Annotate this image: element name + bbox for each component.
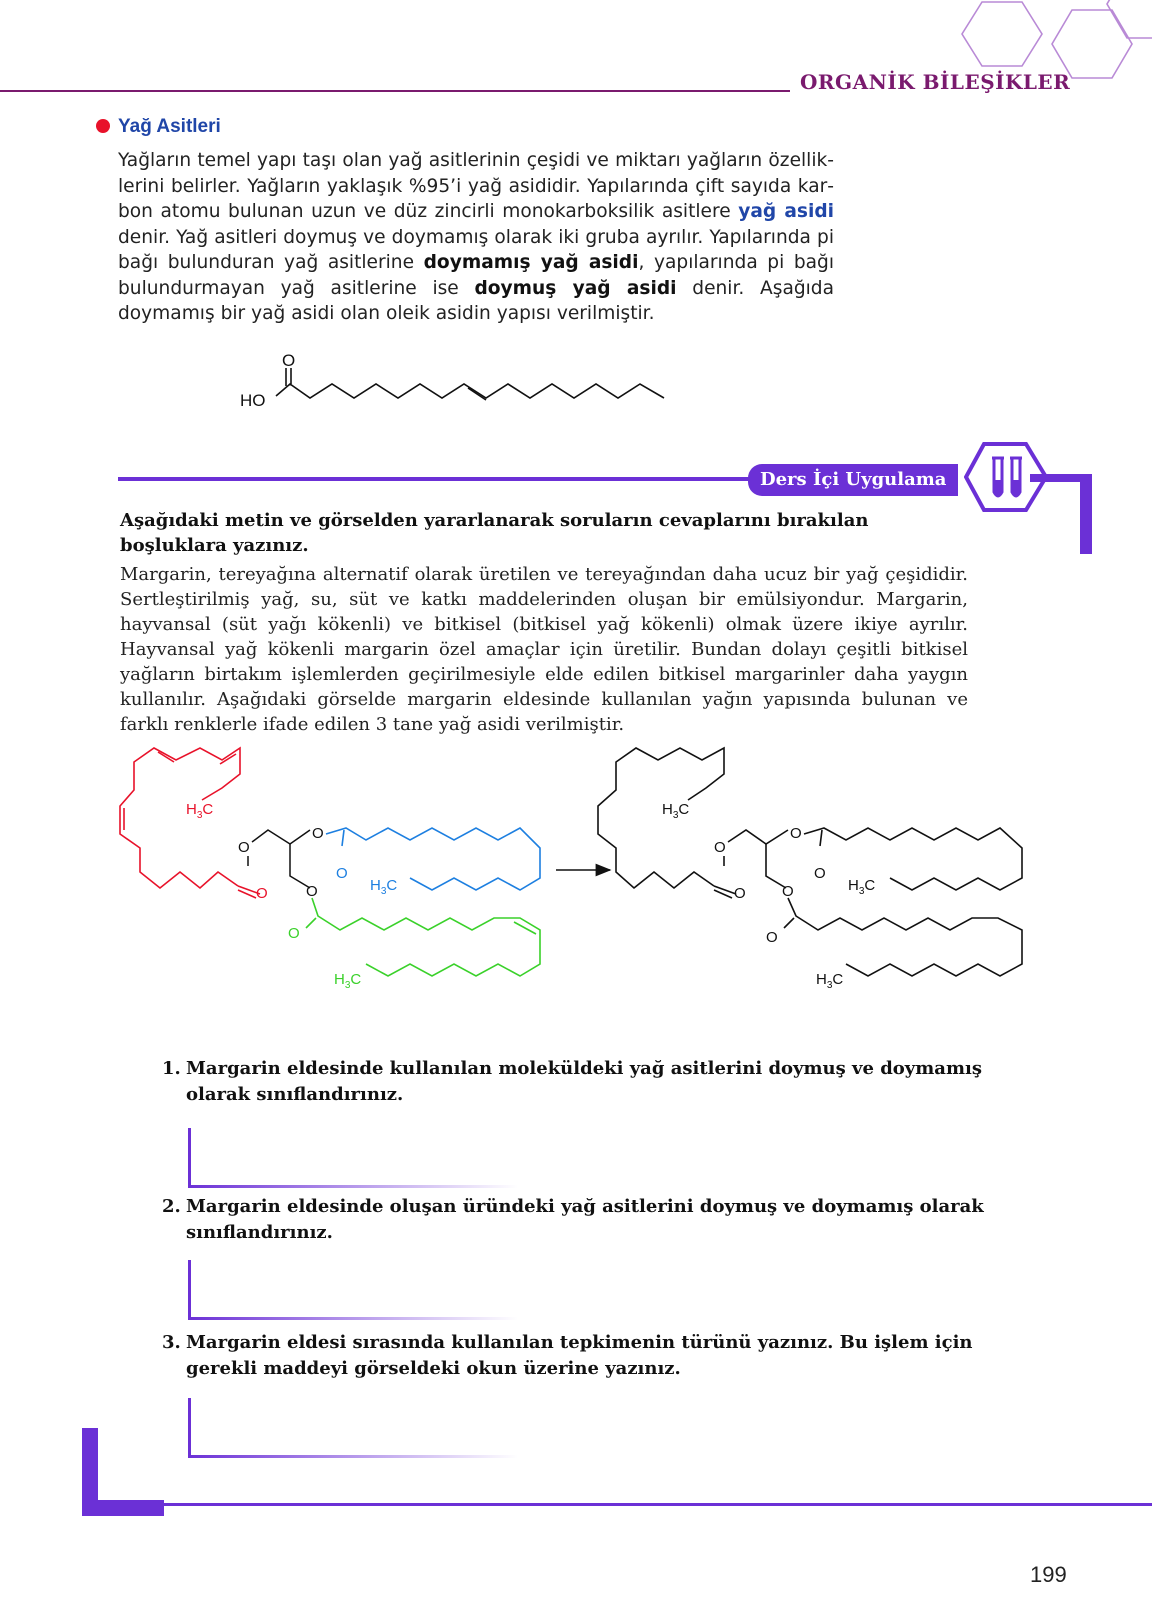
methyl-label: $H_3C$ xyxy=(662,801,690,821)
intro-text-3: , yapılarında pi bağı bulundurmayan yağ asitlerine ise xyxy=(118,252,835,299)
methyl-label: $H_3C$ xyxy=(848,877,876,897)
glycerol-backbone-left xyxy=(248,830,310,888)
methyl-label: $H_3C$ xyxy=(816,971,844,991)
methyl-label: $H_3C$ xyxy=(334,971,362,991)
oxygen-label: O xyxy=(766,929,778,946)
answer-space-3[interactable] xyxy=(188,1398,518,1458)
header-rule xyxy=(0,90,790,92)
red-fatty-acid-chain xyxy=(120,748,260,898)
oleic-hydroxyl-label: HO xyxy=(240,391,266,410)
oleic-oxygen-label: O xyxy=(282,351,296,370)
activity-tab: Ders İçi Uygulama xyxy=(748,464,958,496)
activity-rule xyxy=(118,477,758,481)
term-saturated: doymuş yağ asidi xyxy=(474,277,677,299)
oxygen-label: O xyxy=(256,885,268,902)
green-fatty-acid-chain xyxy=(306,898,540,976)
corner-bracket-right xyxy=(1080,474,1092,554)
oleic-acid-structure xyxy=(240,348,700,428)
oxygen-label: O xyxy=(734,885,746,902)
intro-text-2: denir. Yağ asitleri doymuş ve doymamış olarak iki gruba ayrılır. Yapılarında pi bağı bulunduran yağ asitlerine xyxy=(118,226,834,273)
intro-text-4: denir. Aşağıda doymamış bir yağ asidi olan oleik asidin yapısı verilmiştir. xyxy=(118,277,835,324)
blue-fatty-acid-chain xyxy=(326,828,540,890)
oxygen-label: O xyxy=(288,925,300,942)
answer-space-1[interactable] xyxy=(188,1128,518,1188)
section-heading-text: Yağ Asitleri xyxy=(118,116,221,137)
methyl-label: $H_3C$ xyxy=(370,877,398,897)
intro-paragraph xyxy=(118,148,834,327)
methyl-label: $H_3C$ xyxy=(186,801,214,821)
activity-instruction: Aşağıdaki metin ve görselden yararlanarak soruların cevaplarını bırakılan boşluklara yazınız. xyxy=(120,510,869,556)
intro-text-1: Yağların temel yapı taşı olan yağ asitlerinin çeşidi ve miktarı yağların özelliklerini belirler. Yağların yaklaşık %95’i yağ asididir. Yapılarında çift sayıda karbon atomu bulunan uzun ve düz zincirli monokarboksilik asitlere xyxy=(118,150,834,222)
bullet-icon xyxy=(96,119,110,133)
oxygen-label: O xyxy=(238,839,250,856)
page-number: 199 xyxy=(1030,1562,1067,1587)
margarine-reaction-diagram xyxy=(110,738,1050,1008)
answer-space-2[interactable] xyxy=(188,1260,518,1320)
oxygen-label: O xyxy=(306,883,318,900)
question-3: 3. Margarin eldesi sırasında kullanılan tepkimenin türünü yazınız. Bu işlem için gerekli maddeyi görseldeki okun üzerine yazınız. xyxy=(162,1332,973,1379)
term-unsaturated: doymamış yağ asidi xyxy=(423,252,639,273)
oxygen-label: O xyxy=(714,839,726,856)
activity-paragraph: Margarin, tereyağına alternatif olarak üretilen ve tereyağından daha ucuz bir yağ çeşididir. Sertleştirilmiş yağ, su, süt ve katkı maddelerinden oluşan bir emülsiyondur. Margarin, hayvansal (süt yağı kökenli) ve bitkisel (bitkisel yağ kökenli) olmak üzere ikiye ayrılır. Hayvansal yağ kökenli margarin özel amaçlar için üretilir. Bundan dolayı çeşitli bitkisel yağların birtakım işlemlerden geçirilmesiyle elde edilen bitkisel margarinler daha yaygın kullanılır. Aşağıdaki görselde margarin eldesinde kullanılan yağın yapısında bulunan ve farklı renklerle ifade edilen 3 tane yağ asidi verilmiştir. xyxy=(120,564,968,735)
question-1: 1. Margarin eldesinde kullanılan moleküldeki yağ asitlerini doymuş ve doymamış olarak sınıflandırınız. xyxy=(162,1058,982,1105)
product-molecule xyxy=(598,748,1022,976)
question-2: 2. Margarin eldesinde oluşan üründeki yağ asitlerini doymuş ve doymamış olarak sınıflandırınız. xyxy=(162,1196,984,1243)
oxygen-label: O xyxy=(790,825,802,842)
chapter-title: ORGANİK BİLEŞİKLER xyxy=(800,70,1071,94)
bottom-rule xyxy=(164,1503,1152,1506)
oxygen-label: O xyxy=(782,883,794,900)
oxygen-label: O xyxy=(336,865,348,882)
oxygen-label: O xyxy=(814,865,826,882)
term-fatty-acid: yağ asidi xyxy=(738,201,834,222)
oxygen-label: O xyxy=(312,825,324,842)
corner-bracket-bottom xyxy=(82,1500,164,1516)
section-heading xyxy=(96,116,221,138)
